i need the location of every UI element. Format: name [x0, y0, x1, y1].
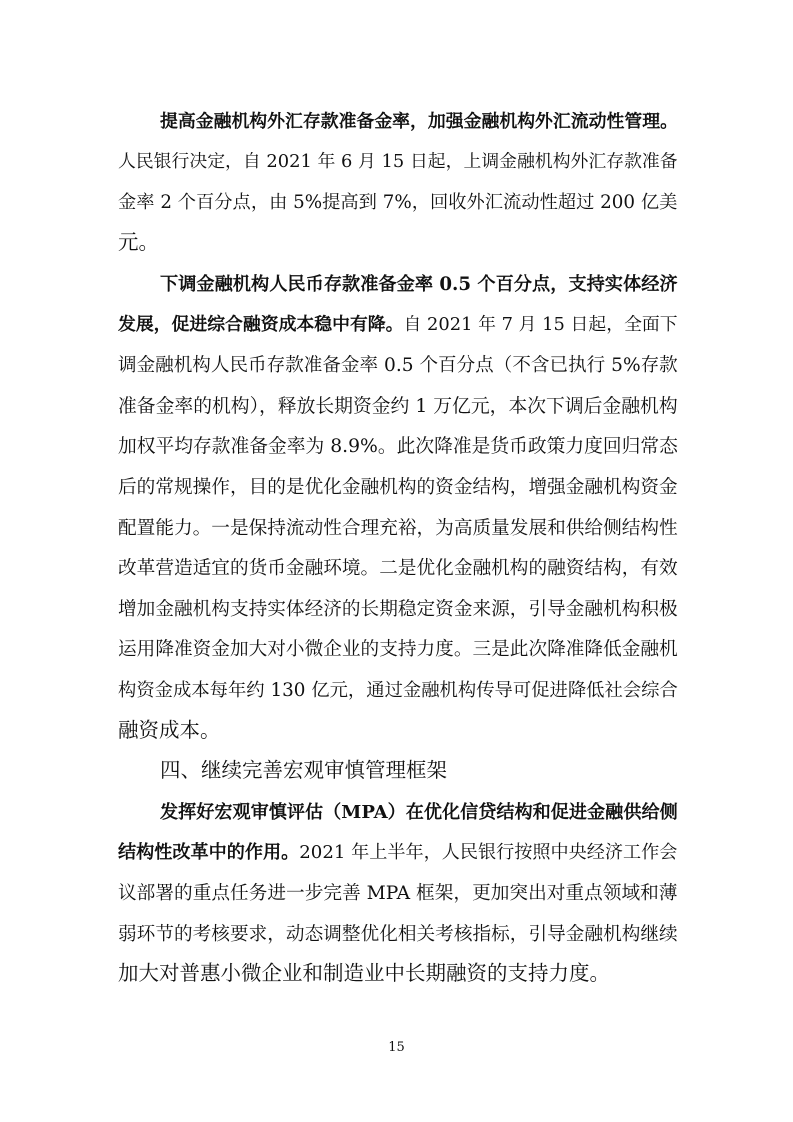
paragraph-3-text: 议部署的重点任务进一步完善 MPA 框架，更加突出对重点领域和薄 [118, 883, 678, 904]
paragraph-2-text: 自 2021 年 7 月 15 日起，全面下 [403, 314, 678, 335]
paragraph-2-line-7 [0, 507, 793, 547]
paragraph-3-text: 弱环节的考核要求，动态调整优化相关考核指标，引导金融机构继续 [118, 924, 678, 945]
paragraph-2-text: 调金融机构人民币存款准备金率 0.5 个百分点（不含已执行 5%存款 [118, 355, 678, 376]
paragraph-2-text: 融资成本。 [118, 718, 221, 742]
paragraph-3-lead-bold-end: 结构性改革中的作用。 [118, 842, 300, 863]
paragraph-2-line-9 [0, 588, 793, 628]
paragraph-3-line-2 [0, 831, 793, 871]
paragraph-2-line-4 [0, 385, 793, 425]
paragraph-2-line-6 [0, 466, 793, 506]
paragraph-2-text: 改革营造适宜的货币金融环境。二是优化金融机构的融资结构，有效 [118, 558, 678, 579]
paragraph-2-text: 增加金融机构支持实体经济的长期稳定资金来源，引导金融机构积极 [118, 599, 678, 620]
paragraph-2-text: 配置能力。一是保持流动性合理充裕，为高质量发展和供给侧结构性 [118, 518, 678, 539]
section-heading: 四、继续完善宏观审慎管理框架 [160, 758, 447, 782]
paragraph-2-text: 准备金率的机构），释放长期资金约 1 万亿元，本次下调后金融机构 [118, 396, 678, 417]
paragraph-2-line-2 [0, 303, 793, 343]
paragraph-2-line-12 [0, 710, 793, 750]
paragraph-1-line-4 [0, 222, 793, 262]
paragraph-2-line-1 [0, 263, 793, 303]
paragraph-1-line-2 [0, 140, 793, 180]
paragraph-1-lead-bold: 提高金融机构外汇存款准备金率，加强金融机构外汇流动性管理。 [160, 111, 678, 132]
paragraph-3-line-5 [0, 953, 793, 993]
paragraph-1-text: 元。 [118, 230, 159, 254]
paragraph-1-line-3 [0, 181, 793, 221]
paragraph-3-text: 加大对普惠小微企业和制造业中长期融资的支持力度。 [118, 961, 610, 985]
section-heading-line [0, 750, 793, 790]
paragraph-3-line-3 [0, 872, 793, 912]
paragraph-2-lead-bold: 下调金融机构人民币存款准备金率 0.5 个百分点，支持实体经济 [160, 274, 678, 295]
paragraph-2-line-10 [0, 628, 793, 668]
paragraph-2-text: 加权平均存款准备金率为 8.9%。此次降准是货币政策力度回归常态 [118, 436, 678, 457]
paragraph-2-line-11 [0, 669, 793, 709]
paragraph-2-text: 运用降准资金加大对小微企业的支持力度。三是此次降准降低金融机 [118, 639, 678, 660]
paragraph-2-line-5 [0, 425, 793, 465]
paragraph-3-line-1 [0, 791, 793, 831]
paragraph-2-text: 后的常规操作，目的是优化金融机构的资金结构，增强金融机构资金 [118, 477, 678, 498]
paragraph-1-line-1 [0, 100, 793, 140]
paragraph-3-line-4 [0, 913, 793, 953]
paragraph-2-line-8 [0, 547, 793, 587]
paragraph-1-text: 金率 2 个百分点，由 5%提高到 7%，回收外汇流动性超过 200 亿美 [118, 192, 678, 213]
page-number: 15 [388, 1040, 405, 1055]
paragraph-2-lead-bold-end: 发展，促进综合融资成本稳中有降。 [118, 314, 404, 335]
paragraph-2-line-3 [0, 344, 793, 384]
paragraph-3-text: 2021 年上半年，人民银行按照中央经济工作会 [299, 842, 678, 863]
paragraph-2-text: 构资金成本每年约 130 亿元，通过金融机构传导可促进降低社会综合 [118, 680, 678, 701]
paragraph-3-lead-bold: 发挥好宏观审慎评估（MPA）在优化信贷结构和促进金融供给侧 [160, 802, 678, 823]
paragraph-1-text: 人民银行决定，自 2021 年 6 月 15 日起，上调金融机构外汇存款准备 [118, 151, 678, 172]
